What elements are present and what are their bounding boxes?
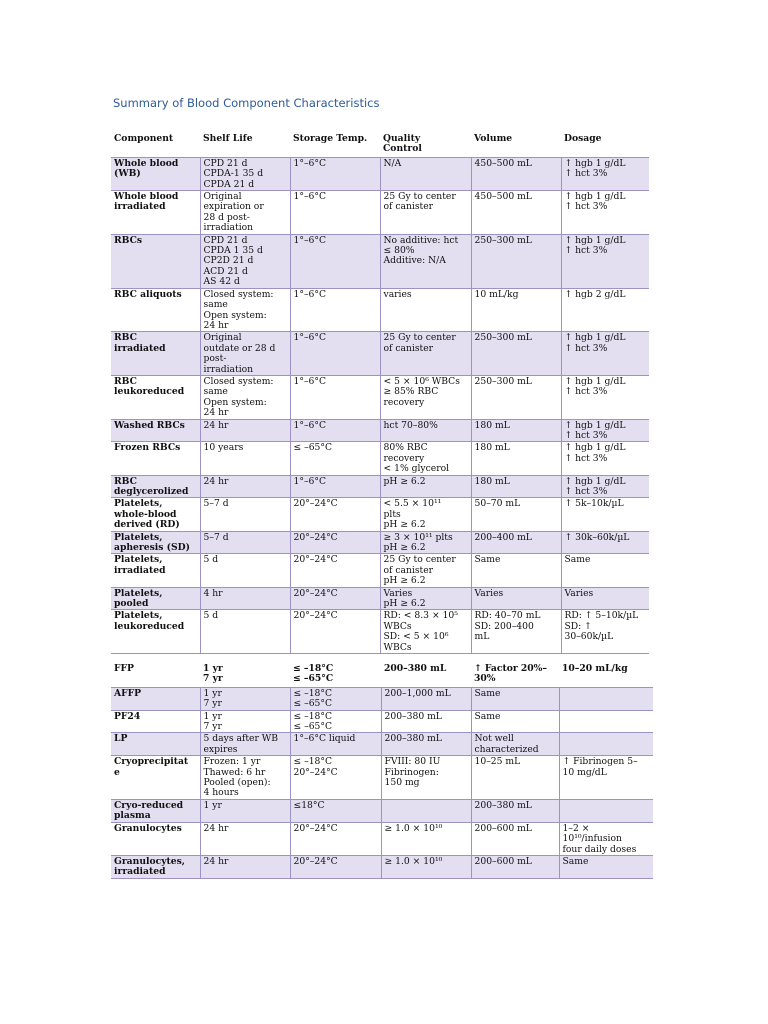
table-cell: Varies	[561, 587, 649, 610]
table-row	[111, 855, 653, 878]
table-cell	[381, 799, 471, 822]
table-cell: 5 d	[200, 554, 290, 587]
component-name-cell: Platelets, leukoreduced	[114, 610, 185, 632]
table-cell: ↑ hgb 1 g/dL ↑ hct 3%	[561, 234, 649, 288]
table-row	[111, 191, 649, 235]
column-header: 200–380 mL	[384, 663, 447, 674]
table-header-row	[111, 133, 649, 157]
table-cell: 250–300 mL	[471, 234, 561, 288]
table-cell: 25 Gy to center of canister	[380, 191, 471, 235]
component-name-cell: RBC leukoreduced	[114, 375, 185, 398]
table-cell: pH ≥ 6.2	[380, 475, 471, 498]
table-cell: CPD 21 d CPDA 1 35 d CP2D 21 d ACD 21 d AS 42 d	[200, 234, 290, 288]
component-name-cell: RBC deglycerolized	[114, 475, 189, 497]
table-cell: Same	[471, 687, 559, 710]
table-cell: ↑ hgb 1 g/dL ↑ hct 3%	[561, 475, 649, 498]
table-row	[111, 475, 649, 498]
table-cell: ↑ hgb 1 g/dL ↑ hct 3%	[561, 442, 649, 475]
table-cell: 5–7 d	[200, 498, 290, 531]
table-cell: 20°–24°C	[290, 554, 380, 587]
table-cell: 5 days after WB expires	[200, 733, 290, 756]
table-cell: Varies pH ≥ 6.2	[380, 587, 471, 610]
column-header: Quality Control	[383, 133, 422, 155]
column-header: Component	[114, 133, 174, 144]
table-cell: 1°–6°C	[290, 475, 380, 498]
table-cell: varies	[380, 288, 471, 332]
column-header: 1 yr 7 yr	[203, 663, 223, 685]
table-cell: ≥ 1.0 × 10¹⁰	[381, 855, 471, 878]
table-cell: 10 years	[200, 442, 290, 475]
component-name-cell: Whole blood (WB)	[114, 157, 179, 180]
column-header: 10–20 mL/kg	[562, 663, 628, 674]
table-cell: 450–500 mL	[471, 191, 561, 235]
component-name-cell: Platelets, whole-blood derived (RD)	[114, 498, 180, 531]
table-row	[111, 498, 649, 531]
table-row	[111, 288, 649, 332]
table-cell: 20°–24°C	[290, 855, 381, 878]
table-cell: 24 hr	[200, 475, 290, 498]
table-cell: 200–600 mL	[471, 855, 559, 878]
table-cell: 25 Gy to center of canister pH ≥ 6.2	[380, 554, 471, 587]
table-cell: Closed system: same Open system: 24 hr	[200, 288, 290, 332]
table-cell: Closed system: same Open system: 24 hr	[200, 375, 290, 419]
table-cell: CPD 21 d CPDA-1 35 d CPDA 21 d	[200, 157, 290, 190]
table-cell: 80% RBC recovery < 1% glycerol	[380, 442, 471, 475]
component-name-cell: Granulocytes	[114, 822, 182, 834]
table-cell: 5–7 d	[200, 531, 290, 554]
table-cell: No additive: hct ≤ 80% Additive: N/A	[380, 234, 471, 288]
table-cell: Original outdate or 28 d post- irradiation	[200, 332, 290, 376]
column-header: FFP	[114, 663, 134, 674]
table-cell: Frozen: 1 yr Thawed: 6 hr Pooled (open): 4 hours	[200, 756, 290, 800]
table-cell: 250–300 mL	[471, 375, 561, 419]
column-header: Volume	[474, 133, 513, 144]
table-cell: 1°–6°C	[290, 332, 380, 376]
page-title: Summary of Blood Component Characteristics	[113, 96, 380, 110]
component-name-cell: Cryo-reduced plasma	[114, 799, 184, 822]
table-cell: 1°–6°C liquid	[290, 733, 381, 756]
table-cell	[559, 799, 653, 822]
table-cell: < 5.5 × 10¹¹ plts pH ≥ 6.2	[380, 498, 471, 531]
component-name-cell: Cryoprecipitat e	[114, 756, 189, 778]
table-cell: ↑ hgb 1 g/dL ↑ hct 3%	[561, 375, 649, 419]
plasma-component-table	[111, 663, 653, 879]
table-cell: 50–70 mL	[471, 498, 561, 531]
table-cell: Same	[471, 554, 561, 587]
table-row	[111, 332, 649, 376]
component-name-cell: PF24	[114, 710, 141, 722]
table-cell: 180 mL	[471, 419, 561, 442]
table-cell: 1 yr 7 yr	[200, 710, 290, 733]
table-cell: 20°–24°C	[290, 498, 380, 531]
table-cell	[559, 710, 653, 733]
table-cell: 1 yr	[200, 799, 290, 822]
table-cell: ≤ –18°C 20°–24°C	[290, 756, 381, 800]
table-cell: 1°–6°C	[290, 234, 380, 288]
table-cell: 1°–6°C	[290, 288, 380, 332]
table-cell: 250–300 mL	[471, 332, 561, 376]
table-row	[111, 822, 653, 855]
component-name-cell: RBCs	[114, 234, 143, 246]
table-row	[111, 554, 649, 587]
component-name-cell: Platelets, irradiated	[114, 554, 166, 576]
component-name-cell: Granulocytes, irradiated	[114, 855, 186, 878]
column-header: Shelf Life	[203, 133, 253, 144]
table-row	[111, 234, 649, 288]
table-cell: Original expiration or 28 d post- irradiation	[200, 191, 290, 235]
table-cell: 180 mL	[471, 475, 561, 498]
table-cell: ≥ 1.0 × 10¹⁰	[381, 822, 471, 855]
table-cell: ↑ hgb 2 g/dL	[561, 288, 649, 332]
component-name-cell: RBC aliquots	[114, 288, 182, 300]
table-row	[111, 531, 649, 554]
component-name-cell: Frozen RBCs	[114, 442, 181, 454]
column-header: Storage Temp.	[293, 133, 368, 144]
table-cell: ↑ 5k–10k/µL	[561, 498, 649, 531]
table-cell: ↑ hgb 1 g/dL ↑ hct 3%	[561, 191, 649, 235]
table-cell: 200–600 mL	[471, 822, 559, 855]
column-header: Dosage	[564, 133, 602, 144]
table-cell: 20°–24°C	[290, 587, 380, 610]
table-cell: 1°–6°C	[290, 375, 380, 419]
table-row	[111, 733, 653, 756]
table-cell: hct 70–80%	[380, 419, 471, 442]
table-row	[111, 687, 653, 710]
table-cell: 20°–24°C	[290, 822, 381, 855]
table-cell: Varies	[471, 587, 561, 610]
component-name-cell: RBC irradiated	[114, 332, 166, 354]
table-cell: ≤18°C	[290, 799, 381, 822]
table-row	[111, 375, 649, 419]
column-header: ≤ –18°C ≤ –65°C	[293, 663, 334, 685]
table-row	[111, 587, 649, 610]
component-name-cell: Washed RBCs	[114, 419, 185, 431]
component-name-cell: AFFP	[114, 687, 142, 699]
table-cell: 24 hr	[200, 419, 290, 442]
table-cell: ↑ hgb 1 g/dL ↑ hct 3%	[561, 332, 649, 376]
table-cell: RD: 40–70 mL SD: 200–400 mL	[471, 610, 561, 654]
table-cell: ≥ 3 × 10¹¹ plts pH ≥ 6.2	[380, 531, 471, 554]
table-cell: ↑ hgb 1 g/dL ↑ hct 3%	[561, 157, 649, 190]
table-row	[111, 710, 653, 733]
table-cell: 4 hr	[200, 587, 290, 610]
table-cell: 1 yr 7 yr	[200, 687, 290, 710]
table-cell: ≤ –18°C ≤ –65°C	[290, 710, 381, 733]
table-cell: 180 mL	[471, 442, 561, 475]
table-cell: 1–2 × 10¹⁰/infusion four daily doses	[559, 822, 653, 855]
table-cell: 1°–6°C	[290, 419, 380, 442]
table-cell: 20°–24°C	[290, 531, 380, 554]
table-cell: ≤ –18°C ≤ –65°C	[290, 687, 381, 710]
table-cell: 200–380 mL	[471, 799, 559, 822]
table-cell: 10 mL/kg	[471, 288, 561, 332]
table-cell: 10–25 mL	[471, 756, 559, 800]
table-cell: 24 hr	[200, 855, 290, 878]
table-cell: Not well characterized	[471, 733, 559, 756]
component-name-cell: Platelets, pooled	[114, 587, 163, 610]
table-row	[111, 799, 653, 822]
table-cell: 200–380 mL	[381, 733, 471, 756]
table-row	[111, 157, 649, 190]
table-cell: 200–380 mL	[381, 710, 471, 733]
table-row	[111, 419, 649, 442]
table-cell: 5 d	[200, 610, 290, 654]
table-cell: ↑ 30k–60k/µL	[561, 531, 649, 554]
table-header-row	[111, 663, 653, 687]
table-cell	[559, 687, 653, 710]
table-cell	[559, 733, 653, 756]
table-cell: Same	[471, 710, 559, 733]
table-cell: Same	[561, 554, 649, 587]
table-cell: RD: ↑ 5–10k/µL SD: ↑ 30–60k/µL	[561, 610, 649, 654]
table-cell: 1°–6°C	[290, 191, 380, 235]
table-cell: 25 Gy to center of canister	[380, 332, 471, 376]
table-row	[111, 442, 649, 475]
table-cell: 450–500 mL	[471, 157, 561, 190]
table-cell: RD: < 8.3 × 10⁵ WBCs SD: < 5 × 10⁶ WBCs	[380, 610, 471, 654]
table-row	[111, 756, 653, 800]
table-cell: ≤ –65°C	[290, 442, 380, 475]
table-cell: 1°–6°C	[290, 157, 380, 190]
table-cell: 200–1,000 mL	[381, 687, 471, 710]
table-cell: ↑ hgb 1 g/dL ↑ hct 3%	[561, 419, 649, 442]
table-cell: < 5 × 10⁶ WBCs ≥ 85% RBC recovery	[380, 375, 471, 419]
table-cell: ↑ Fibrinogen 5– 10 mg/dL	[559, 756, 653, 800]
blood-component-table	[111, 133, 649, 654]
table-cell: FVIII: 80 IU Fibrinogen: 150 mg	[381, 756, 471, 800]
table-cell: N/A	[380, 157, 471, 190]
component-name-cell: Whole blood irradiated	[114, 191, 179, 213]
table-row	[111, 610, 649, 654]
table-cell: 20°–24°C	[290, 610, 380, 654]
table-cell: 24 hr	[200, 822, 290, 855]
table-cell: Same	[559, 855, 653, 878]
table-cell: 200–400 mL	[471, 531, 561, 554]
column-header: ↑ Factor 20%– 30%	[474, 663, 547, 685]
component-name-cell: LP	[114, 733, 128, 745]
component-name-cell: Platelets, apheresis (SD)	[114, 531, 190, 554]
